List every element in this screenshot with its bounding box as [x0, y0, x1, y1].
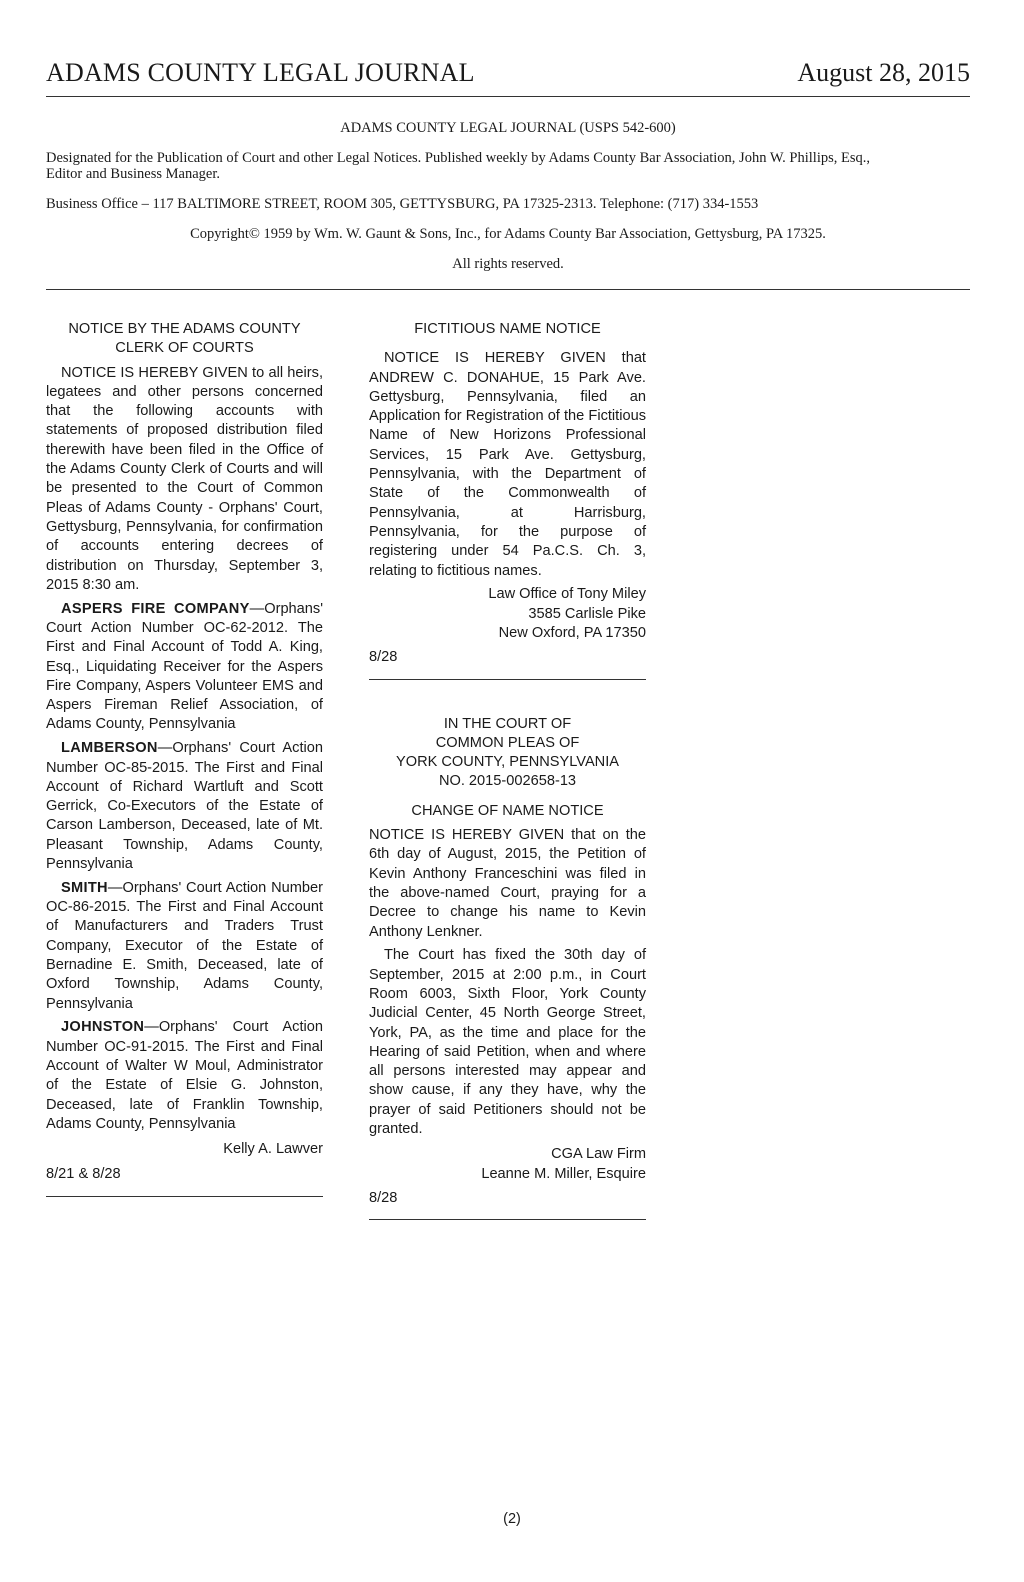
signature-line: Law Office of Tony Miley: [488, 586, 646, 603]
notice-date: 8/28: [369, 1189, 398, 1206]
court-line: COMMON PLEAS OF: [435, 734, 580, 751]
header-divider: [46, 96, 970, 97]
account-entry: [46, 1018, 323, 1134]
issue-date: August 28, 2015: [797, 58, 970, 87]
notice-heading: CHANGE OF NAME NOTICE: [411, 802, 604, 819]
masthead-title: ADAMS COUNTY LEGAL JOURNAL (USPS 542-600): [340, 120, 676, 136]
notice-end-rule: [369, 679, 646, 680]
case-number: NO. 2015-002658-13: [438, 773, 577, 790]
account-entry: [46, 739, 323, 874]
notice-end-rule: [369, 1219, 646, 1220]
account-entry: [46, 600, 323, 735]
page-number: (2): [503, 1511, 521, 1527]
account-name: SMITH: [61, 879, 108, 896]
signature-line: New Oxford, PA 17350: [498, 624, 646, 641]
court-line: YORK COUNTY, PENNSYLVANIA: [395, 754, 620, 771]
notice-body: NOTICE IS HEREBY GIVEN that on the 6th day of August, 2015, the Petition of Kevin Anthony Franceschini was filed in the above-named Court, praying for a Decree to change his name to Kevin Anthony Lenkner.: [369, 827, 646, 940]
notice-subheading: CLERK OF COURTS: [115, 340, 254, 357]
notice-intro: NOTICE IS HEREBY GIVEN to all heirs, legatees and other persons concerned that the following accounts with statements of proposed distribution filed therewith have been filed in the Office of the Adams County Clerk of Courts and will be presented to the Court of Common Pleas of Adams County - Orphans' Court, Gettysburg, Pennsylvania, for confirmation of accounts entering decrees of distribution on Thursday, September 3, 2015 8:30 am.: [46, 364, 323, 593]
account-text: —Orphans' Court Action Number OC-91-2015. The First and Final Account of Walter W Moul, Administrator of the Estate of Elsie G. Johnston, Deceased, late of Franklin Township, Adams County, Pennsylvania: [46, 1019, 323, 1132]
notice-body: NOTICE IS HEREBY GIVEN that ANDREW C. DONAHUE, 15 Park Ave. Gettysburg, Pennsylvania, filed an Application for Registration of the Fictitious Name of New Horizons Professional Services, 15 Park Ave. Gettysburg, Pennsylvania, with the Department of State of the Commonwealth of Pennsylvania, at Harrisburg, Pennsylvania, for the purpose of registering under 54 Pa.C.S. Ch. 3, relating to fictitious names.: [369, 350, 646, 579]
masthead-designation: Designated for the Publication of Court and other Legal Notices. Published weekly by Adams County Bar Association, John W. Phillips, Esq., Editor and Business Manager.: [46, 150, 870, 182]
account-name: JOHNSTON: [61, 1019, 145, 1036]
account-entry: [46, 879, 323, 1014]
masthead-divider: [46, 289, 970, 290]
court-line: IN THE COURT OF: [443, 715, 572, 732]
notice-date: 8/28: [369, 649, 398, 666]
account-text: —Orphans' Court Action Number OC-85-2015. The First and Final Account of Richard Wartluft and Scott Gerrick, Co-Executors of the Estate of Carson Lamberson, Deceased, late of Mt. Pleasant Township, Adams County, Pennsylvania: [46, 740, 323, 873]
clerk-of-courts-notice: [46, 320, 323, 1197]
journal-title: ADAMS COUNTY LEGAL JOURNAL: [46, 58, 475, 87]
signature-line: 3585 Carlisle Pike: [528, 605, 646, 622]
fictitious-name-notice: [369, 320, 646, 680]
notice-signature: Kelly A. Lawver: [223, 1141, 323, 1158]
signature-line: CGA Law Firm: [551, 1146, 646, 1163]
masthead-business-office: Business Office – 117 BALTIMORE STREET, ROOM 305, GETTYSBURG, PA 17325-2313. Telephone: (717) 334-1553: [46, 196, 759, 212]
notice-heading: NOTICE BY THE ADAMS COUNTY: [68, 321, 301, 337]
notice-dates: 8/21 & 8/28: [46, 1166, 121, 1183]
masthead-rights: All rights reserved.: [452, 256, 564, 272]
account-name: ASPERS FIRE COMPANY: [61, 600, 250, 617]
account-text: —Orphans' Court Action Number OC-86-2015. The First and Final Account of Manufacturers and Traders Trust Company, Executor of the Estate of Bernadine E. Smith, Deceased, late of Oxford Township, Adams County, Pennsylvania: [46, 879, 323, 1012]
notice-heading: FICTITIOUS NAME NOTICE: [414, 321, 601, 337]
notices-column-2: [369, 320, 646, 1220]
masthead-copyright: Copyright© 1959 by Wm. W. Gaunt & Sons, Inc., for Adams County Bar Association, Gettysburg, PA 17325.: [190, 226, 826, 242]
notice-end-rule: [46, 1196, 323, 1197]
account-text: —Orphans' Court Action Number OC-62-2012. The First and Final Account of Todd A. King, Esq., Liquidating Receiver for the Aspers Fire Company, Aspers Volunteer EMS and Aspers Fireman Relief Association, of Adams County, Pennsylvania: [46, 600, 323, 733]
notice-body: The Court has fixed the 30th day of September, 2015 at 2:00 p.m., in Court Room 6003, Sixth Floor, York County Judicial Center, 45 North George Street, York, PA, as the time and place for the Hearing of said Petition, when and where all persons interested may appear and show cause, if any they have, why the prayer of said Petitioners should not be granted.: [369, 947, 646, 1137]
signature-line: Leanne M. Miller, Esquire: [481, 1165, 646, 1182]
running-head: [46, 58, 970, 92]
account-name: LAMBERSON: [61, 740, 158, 757]
change-of-name-notice: [369, 715, 646, 1221]
